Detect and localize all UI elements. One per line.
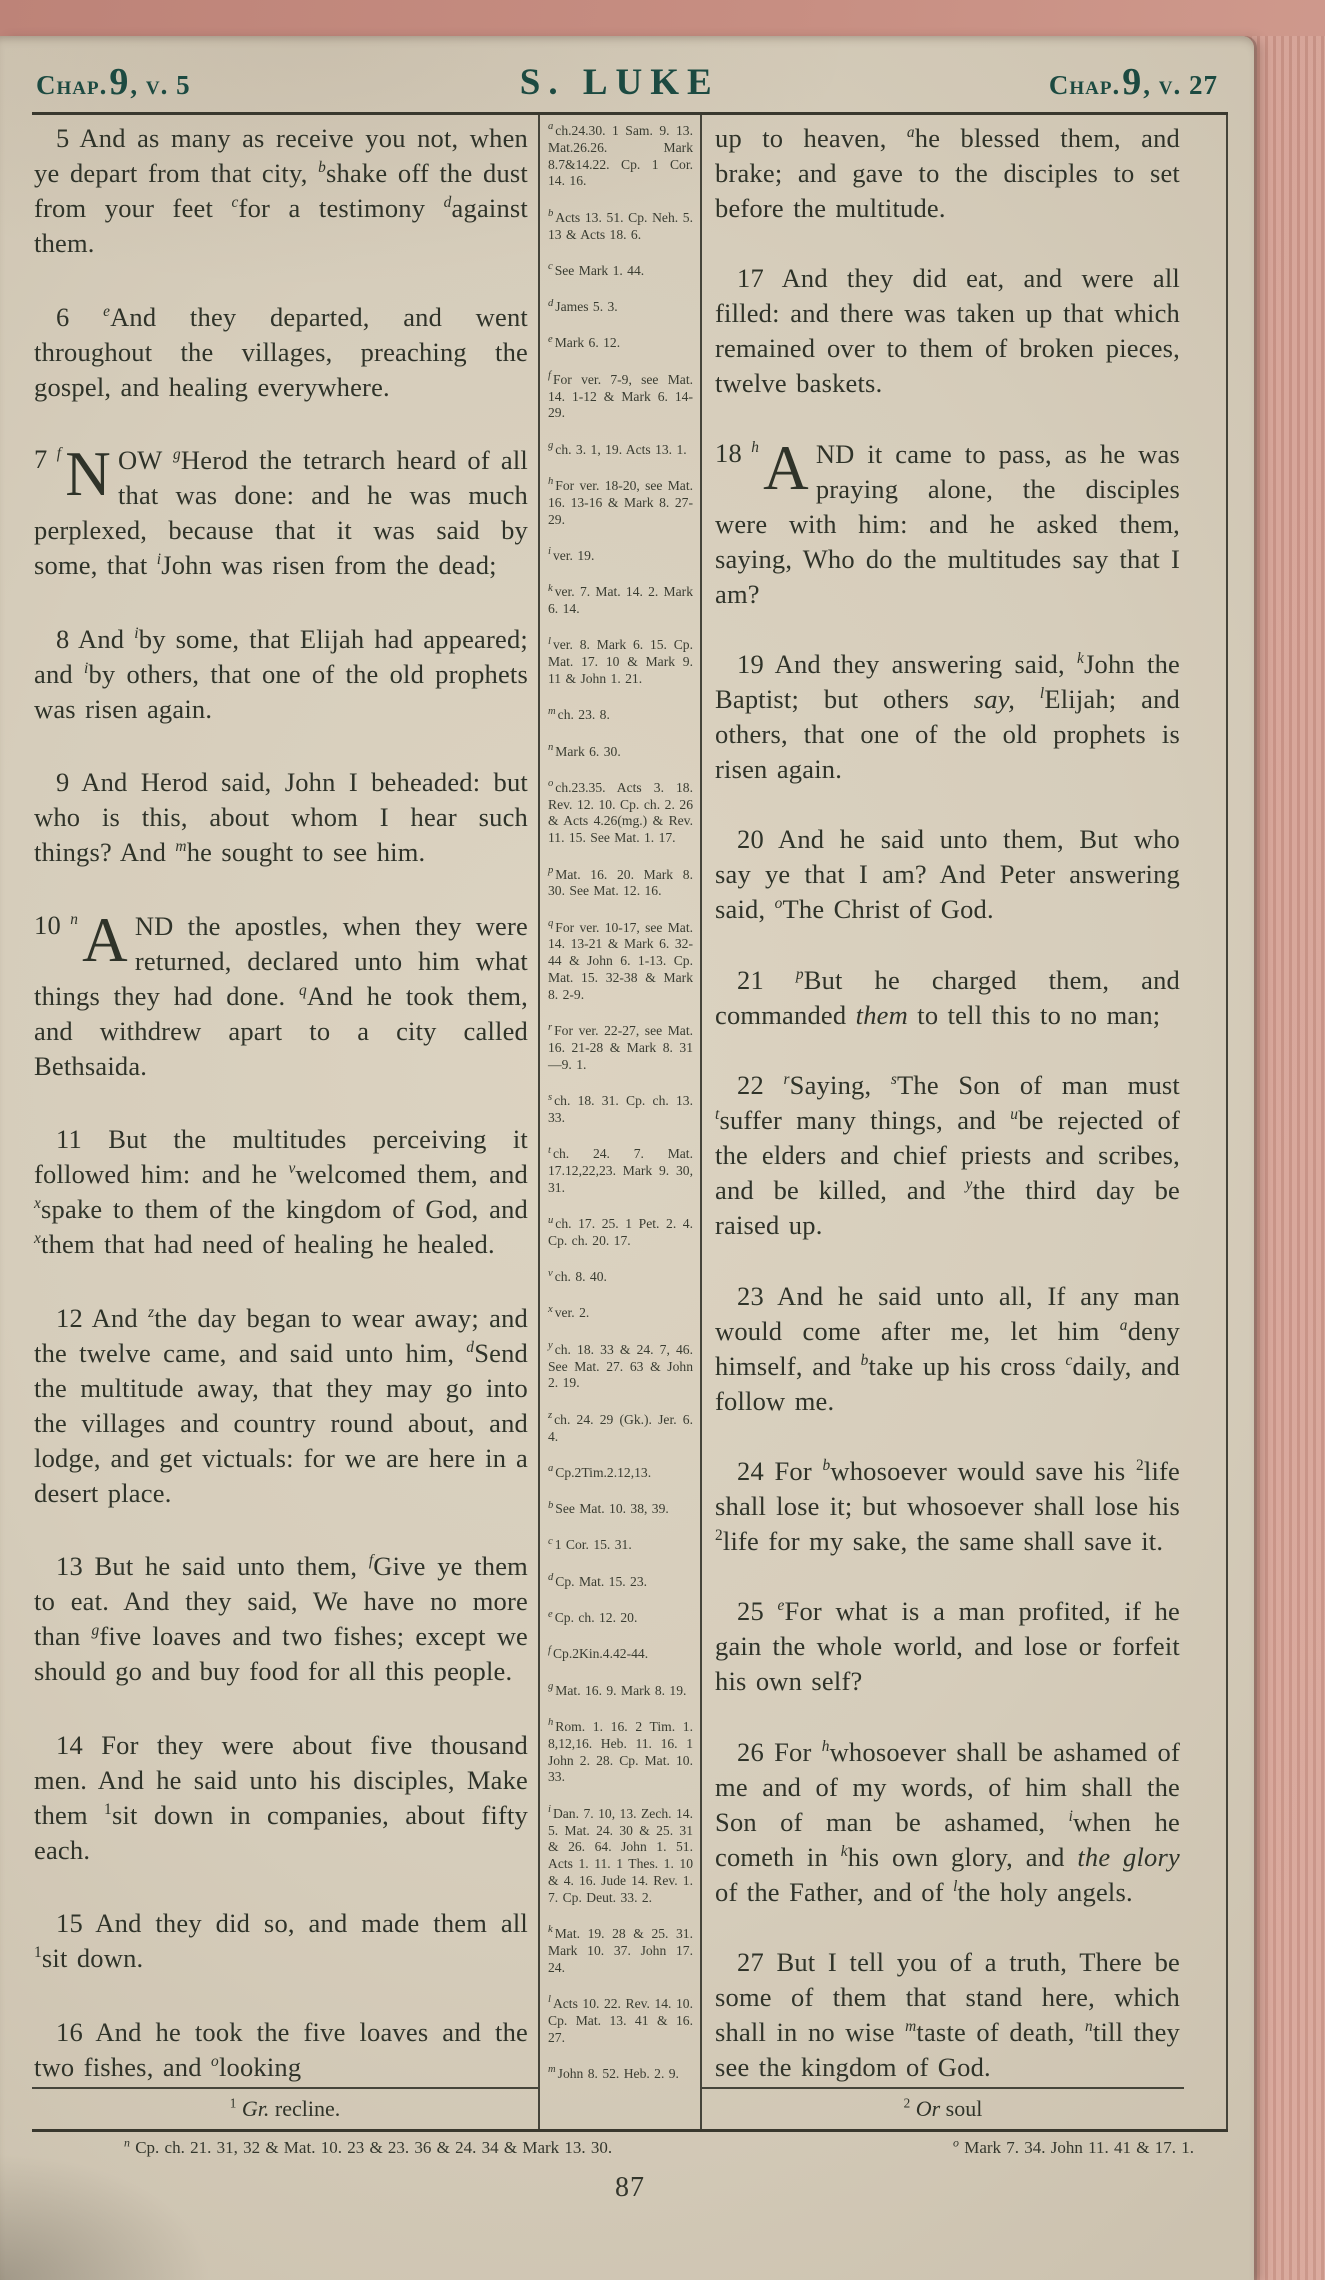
footnote-row xyxy=(32,2087,1226,2129)
verse-paragraph: 19 And they answering said, $^k$John the Baptist; but others say, $^l$Elijah; and others, that one of the old prophets is risen again. xyxy=(715,649,1181,785)
text-block xyxy=(32,115,1228,2129)
right-column xyxy=(702,115,1184,2087)
cross-reference-entry: $^x$ ver. 2. xyxy=(548,1303,590,1321)
cross-reference-entry: $^c$ 1 Cor. 15. 31. xyxy=(548,1535,632,1553)
book-title: S. LUKE xyxy=(519,62,720,103)
cross-reference-entry: $^a$ Cp.2Tim.2.12,13. xyxy=(548,1463,652,1480)
overflow-ref-right: $^o$ Mark 7. 34. John 11. 41 & 17. 1. xyxy=(953,2135,1194,2157)
verse-paragraph: up to heaven, $^a$he blessed them, and brake; and gave to the disciples to set before the multitude. xyxy=(715,123,1180,223)
verse-paragraph: 24 For $^b$whosoever would save his $^2$life shall lose it; but whosoever shall lose his $^2$life for my sake, the same shall save it. xyxy=(715,1455,1180,1556)
cross-reference-entry: $^e$ Mark 6. 12. xyxy=(548,333,621,351)
verse-paragraph: 8 And $^i$by some, that Elijah had appeared; and $^i$by others, that one of the old prophets was risen again. xyxy=(34,623,528,724)
verse-paragraph: 14 For they were about five thousand men. And he said unto his disciples, Make them $^1$sit down in companies, about fifty each. xyxy=(34,1729,528,1865)
cross-reference-entry: $^y$ ch. 18. 33 & 24. 7, 46. See Mat. 27. 63 & John 2. 19. xyxy=(548,1340,693,1391)
verse-paragraph: 5 And as many as receive you not, when ye depart from that city, $^b$shake off the dust from your feet $^c$for a testimony $^d$against them. xyxy=(34,123,528,258)
cross-reference-entry: $^i$ Dan. 7. 10, 13. Zech. 14. 5. Mat. 24. 30 & 25. 31 & 26. 64. John 1. 51. Acts 1. 11. 1 Thes. 1. 10 & 4. 16. Jude 14. Rev. 1. 7. Cp. Deut. 33. 2. xyxy=(548,1804,693,1905)
cross-reference-entry: $^l$ ver. 8. Mark 6. 15. Cp. Mat. 17. 10 & Mark 9. 11 & John 1. 21. xyxy=(548,635,693,686)
chap-label: Chap. xyxy=(1048,70,1121,100)
verse-paragraph: 26 For $^h$whosoever shall be ashamed of me and of my words, of him shall the Son of man be ashamed, $^i$when he cometh in $^k$his own glory, and the glory of the Father, and of $^l$the holy angels. xyxy=(715,1736,1180,1907)
chapter-ref-left xyxy=(36,60,191,104)
cross-reference-entry: $^z$ ch. 24. 29 (Gk.). Jer. 6. 4. xyxy=(548,1410,693,1444)
cross-reference-entry: $^g$ Mat. 16. 9. Mark 8. 19. xyxy=(548,1681,687,1698)
chap-label: Chap. xyxy=(36,70,108,100)
cross-reference-entry: $^l$ Acts 10. 22. Rev. 14. 10. Cp. Mat. 13. 41 & 16. 27. xyxy=(548,1994,693,2045)
cross-reference-entry: $^e$ Cp. ch. 12. 20. xyxy=(548,1608,638,1626)
chap-verse: , v. 5 xyxy=(130,70,191,100)
verse-paragraph: 10 $^n$ A ND the apostles, when they were returned, declared unto him what things they had done. $^q$And he took them, and withdrew apart to a city called Bethsaida. xyxy=(34,904,528,1081)
footnote-spacer xyxy=(538,2087,702,2129)
verse-paragraph: 23 And he said unto all, If any man would come after me, let him $^a$deny himself, and $^b$take up his cross $^c$daily, and follow me. xyxy=(715,1280,1180,1416)
verse-paragraph: 27 But I tell you of a truth, There be some of them that stand here, which shall in no wise $^m$taste of death, $^n$till they see the kingdom of God. xyxy=(715,1946,1180,2082)
cross-reference-entry: $^h$ For ver. 18-20, see Mat. 16. 13-16 & Mark 8. 27-29. xyxy=(548,476,693,527)
chap-number: 9 xyxy=(1122,61,1142,103)
verse-paragraph: 22 $^r$Saying, $^s$The Son of man must $^t$suffer many things, and $^u$be rejected of the elders and chief priests and scribes, and be killed, and $^y$the third day be raised up. xyxy=(715,1070,1181,1241)
cross-reference-entry: $^b$ See Mat. 10. 38, 39. xyxy=(548,1499,669,1517)
verse-paragraph: 17 And they did eat, and were all filled: and there was taken up that which remained over to them of broken pieces, twelve baskets. xyxy=(715,263,1180,399)
footnote-right: $^2$ Or soul xyxy=(702,2087,1184,2129)
cross-reference-entry: $^f$ Cp.2Kin.4.42-44. xyxy=(548,1644,649,1662)
chapter-ref-right xyxy=(1049,60,1218,104)
cross-reference-entry: $^d$ James 5. 3. xyxy=(548,297,618,315)
drop-cap: 10 $^n$ A xyxy=(34,904,128,975)
left-column xyxy=(32,115,538,2087)
verse-paragraph: 18 $^h$ A ND it came to pass, as he was praying alone, the disciples were with him: and he asked them, saying, Who do the multitudes say that I am? xyxy=(715,432,1180,609)
verse-paragraph: 11 But the multitudes perceiving it followed him: and he $^v$welcomed them, and $^x$spake to them of the kingdom of God, and $^x$them that had need of healing he healed. xyxy=(34,1124,528,1260)
cross-reference-entry: $^k$ ver. 7. Mat. 14. 2. Mark 6. 14. xyxy=(548,582,693,616)
cross-reference-entry: $^m$ John 8. 52. Heb. 2. 9. xyxy=(548,2064,679,2081)
verse-paragraph: 21 $^p$But he charged them, and commanded them to tell this to no man; xyxy=(715,964,1180,1030)
chap-number: 9 xyxy=(109,61,129,103)
cross-reference-column xyxy=(538,115,702,2087)
cross-reference-entry: $^n$ Mark 6. 30. xyxy=(548,741,621,759)
cross-reference-entry: $^f$ For ver. 7-9, see Mat. 14. 1-12 & Mark 6. 14-29. xyxy=(548,370,693,421)
cross-reference-entry: $^k$ Mat. 19. 28 & 25. 31. Mark 10. 37. John 17. 24. xyxy=(548,1924,693,1975)
cross-reference-entry: $^o$ ch.23.35. Acts 3. 18. Rev. 12. 10. Cp. ch. 2. 26 & Acts 4.26(mg.) & Rev. 11. 15. See Mat. 1. 17. xyxy=(548,778,693,846)
verse-paragraph: 6 $^e$And they departed, and went throughout the villages, preaching the gospel, and healing everywhere. xyxy=(34,301,528,402)
drop-cap: 7 $^f$ N xyxy=(34,439,111,510)
paper-page xyxy=(0,36,1254,2280)
running-head xyxy=(32,52,1228,104)
page-number: 87 xyxy=(615,2172,645,2203)
drop-cap: 18 $^h$ A xyxy=(715,432,809,503)
cross-reference-entry: $^r$ For ver. 22-27, see Mat. 16. 21-28 & Mark 8. 31—9. 1. xyxy=(548,1021,693,1072)
cross-reference-entry: $^g$ ch. 3. 1, 19. Acts 13. 1. xyxy=(548,440,687,457)
cross-reference-entry: $^d$ Cp. Mat. 15. 23. xyxy=(548,1572,648,1589)
verse-paragraph: 25 $^e$For what is a man profited, if he gain the whole world, and lose or forfeit his own self? xyxy=(715,1596,1180,1697)
overflow-references xyxy=(32,2132,1228,2158)
verse-paragraph: 7 $^f$ N OW $^g$Herod the tetrarch heard of all that was done: and he was much perplexed, because that it was said by some, that $^i$John was risen from the dead; xyxy=(34,439,528,581)
cross-reference-entry: $^m$ ch. 23. 8. xyxy=(548,705,610,723)
chap-verse: , v. 27 xyxy=(1143,70,1218,100)
cross-reference-entry: $^c$ See Mark 1. 44. xyxy=(548,261,645,278)
cross-reference-entry: $^a$ ch.24.30. 1 Sam. 9. 13. Mat.26.26. Mark 8.7&14.22. Cp. 1 Cor. 14. 16. xyxy=(548,121,693,189)
verse-paragraph: 9 And Herod said, John I beheaded: but who is this, about whom I hear such things? And $^m$he sought to see him. xyxy=(34,767,528,868)
cross-reference-entry: $^h$ Rom. 1. 16. 2 Tim. 1. 8,12,16. Heb. 11. 16. 1 John 2. 28. Cp. Mat. 10. 33. xyxy=(548,1717,693,1785)
columns xyxy=(32,115,1226,2087)
cross-reference-entry: $^q$ For ver. 10-17, see Mat. 14. 13-21 & Mark 6. 32-44 & John 6. 1-13. Cp. Mat. 15. 32-38 & Mark 8. 2-9. xyxy=(548,918,693,1002)
cross-reference-entry: $^p$ Mat. 16. 20. Mark 8. 30. See Mat. 12. 16. xyxy=(548,865,693,899)
cross-reference-entry: $^b$ Acts 13. 51. Cp. Neh. 5. 13 & Acts 18. 6. xyxy=(548,208,693,242)
footnote-left: $^1$ Gr. recline. xyxy=(32,2087,538,2129)
cross-reference-entry: $^i$ ver. 19. xyxy=(548,546,595,563)
cross-reference-entry: $^v$ ch. 8. 40. xyxy=(548,1267,607,1285)
verse-paragraph: 15 And they did so, and made them all $^1$sit down. xyxy=(34,1908,528,1974)
verse-paragraph: 20 And he said unto them, But who say ye that I am? And Peter answering said, $^o$The Christ of God. xyxy=(715,824,1180,925)
cross-reference-entry: $^t$ ch. 24. 7. Mat. 17.12,22,23. Mark 9. 30, 31. xyxy=(548,1144,693,1195)
overflow-ref-left: $^n$ Cp. ch. 21. 31, 32 & Mat. 10. 23 & 23. 36 & 24. 34 & Mark 13. 30. xyxy=(124,2135,613,2157)
verse-paragraph: 13 But he said unto them, $^f$Give ye them to eat. And they said, We have no more than $^g$five loaves and two fishes; except we should go and buy food for all this people. xyxy=(34,1551,529,1687)
cross-reference-entry: $^s$ ch. 18. 31. Cp. ch. 13. 33. xyxy=(548,1091,693,1125)
verse-paragraph: 12 And $^z$the day began to wear away; and the twelve came, and said unto him, $^d$Send the multitude away, that they may go into the villages and country round about, and lodge, and get victuals: for we are here in a desert place. xyxy=(34,1302,528,1508)
cross-reference-entry: $^u$ ch. 17. 25. 1 Pet. 2. 4. Cp. ch. 20. 17. xyxy=(548,1214,693,1248)
page-edge-texture xyxy=(1252,36,1325,2280)
verse-paragraph: 16 And he took the five loaves and the two fishes, and $^o$looking xyxy=(34,2016,528,2082)
